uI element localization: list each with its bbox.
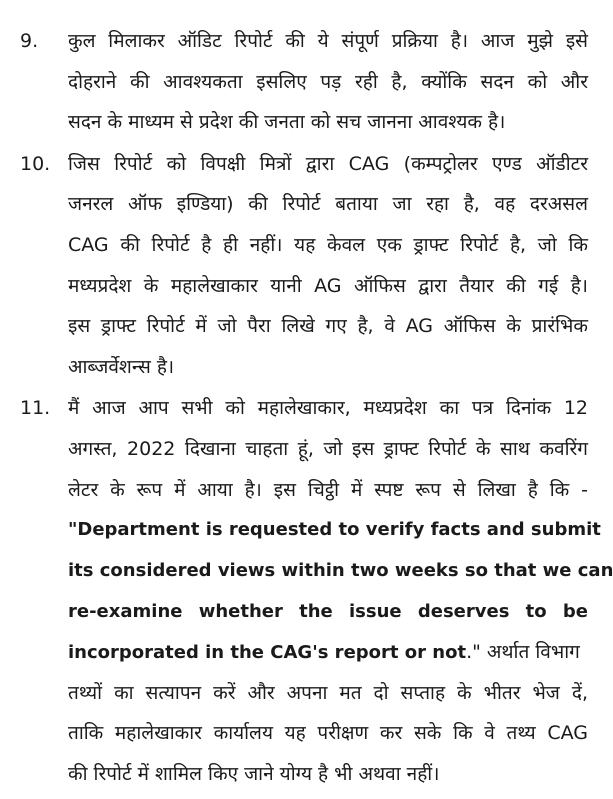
point-9-line-2: दोहराने की आवश्यकता इसलिए पड़ रही है, क्योंकि सदन को और [68, 70, 588, 93]
quote-line-4: incorporated in the CAG's report or not [68, 642, 467, 664]
quote-line-1: "Department is requested to verify facts and submit [68, 519, 601, 541]
point-number-9: 9. [20, 30, 39, 52]
point-11-line-3: लेटर के रूप में आया है। इस चिट्ठी में स्पष्ट रूप से लिखा है कि - [68, 478, 588, 501]
point-10-line-1: जिस रिपोर्ट को विपक्षी मित्रों द्वारा CAG (कम्पट्रोलर एण्ड ऑडीटर [68, 152, 588, 175]
point-9-line-1: कुल मिलाकर ऑडिट रिपोर्ट की ये संपूर्ण प्रक्रिया है। आज मुझे इसे [68, 30, 588, 52]
point-number-10: 10. [20, 152, 51, 175]
quote-final-line [68, 633, 588, 671]
quote-closing-mark: ." [466, 641, 481, 664]
point-number-11: 11. [20, 397, 51, 420]
point-11-trailing-line-3: की रिपोर्ट में शामिल किए जाने योग्य है भी अथवा नहीं। [68, 763, 440, 785]
point-10-line-2: जनरल ऑफ इण्डिया) की रिपोर्ट बताया जा रहा है, वह दरअसल [68, 193, 588, 216]
point-10-line-3: CAG की रिपोर्ट है ही नहीं। यह केवल एक ड्राफ्ट रिपोर्ट है, जो कि [68, 234, 588, 257]
point-11-line-2: अगस्त, 2022 दिखाना चाहता हूं, जो इस ड्राफ्ट रिपोर्ट के साथ कवरिंग [68, 438, 588, 461]
point-9-line-3: सदन के माध्यम से प्रदेश की जनता को सच जानना आवश्यक है। [68, 111, 506, 134]
quote-trailing-hindi: अर्थात विभाग [480, 641, 580, 664]
point-10-line-6: आब्जर्वेशन्स है। [68, 355, 175, 378]
quote-line-2: its considered views within two weeks so that we can [68, 559, 613, 581]
point-10-line-4: मध्यप्रदेश के महालेखाकार यानी AG ऑफिस द्वारा तैयार की गई है। [68, 274, 588, 297]
point-10-line-5: इस ड्राफ्ट रिपोर्ट में जो पैरा लिखे गए है, वे AG ऑफिस के प्रारंभिक [68, 315, 588, 338]
point-11-trailing-line-2: ताकि महालेखाकार कार्यालय यह परीक्षण कर सके कि वे तथ्य CAG [68, 722, 588, 745]
quote-line-3: re-examine whether the issue deserves to be [68, 600, 588, 622]
point-11-line-1: मैं आज आप सभी को महालेखाकार, मध्यप्रदेश का पत्र दिनांक 12 [68, 397, 588, 420]
point-11-trailing-line-1: तथ्यों का सत्यापन करें और अपना मत दो सप्ताह के भीतर भेज दें, [68, 681, 588, 704]
